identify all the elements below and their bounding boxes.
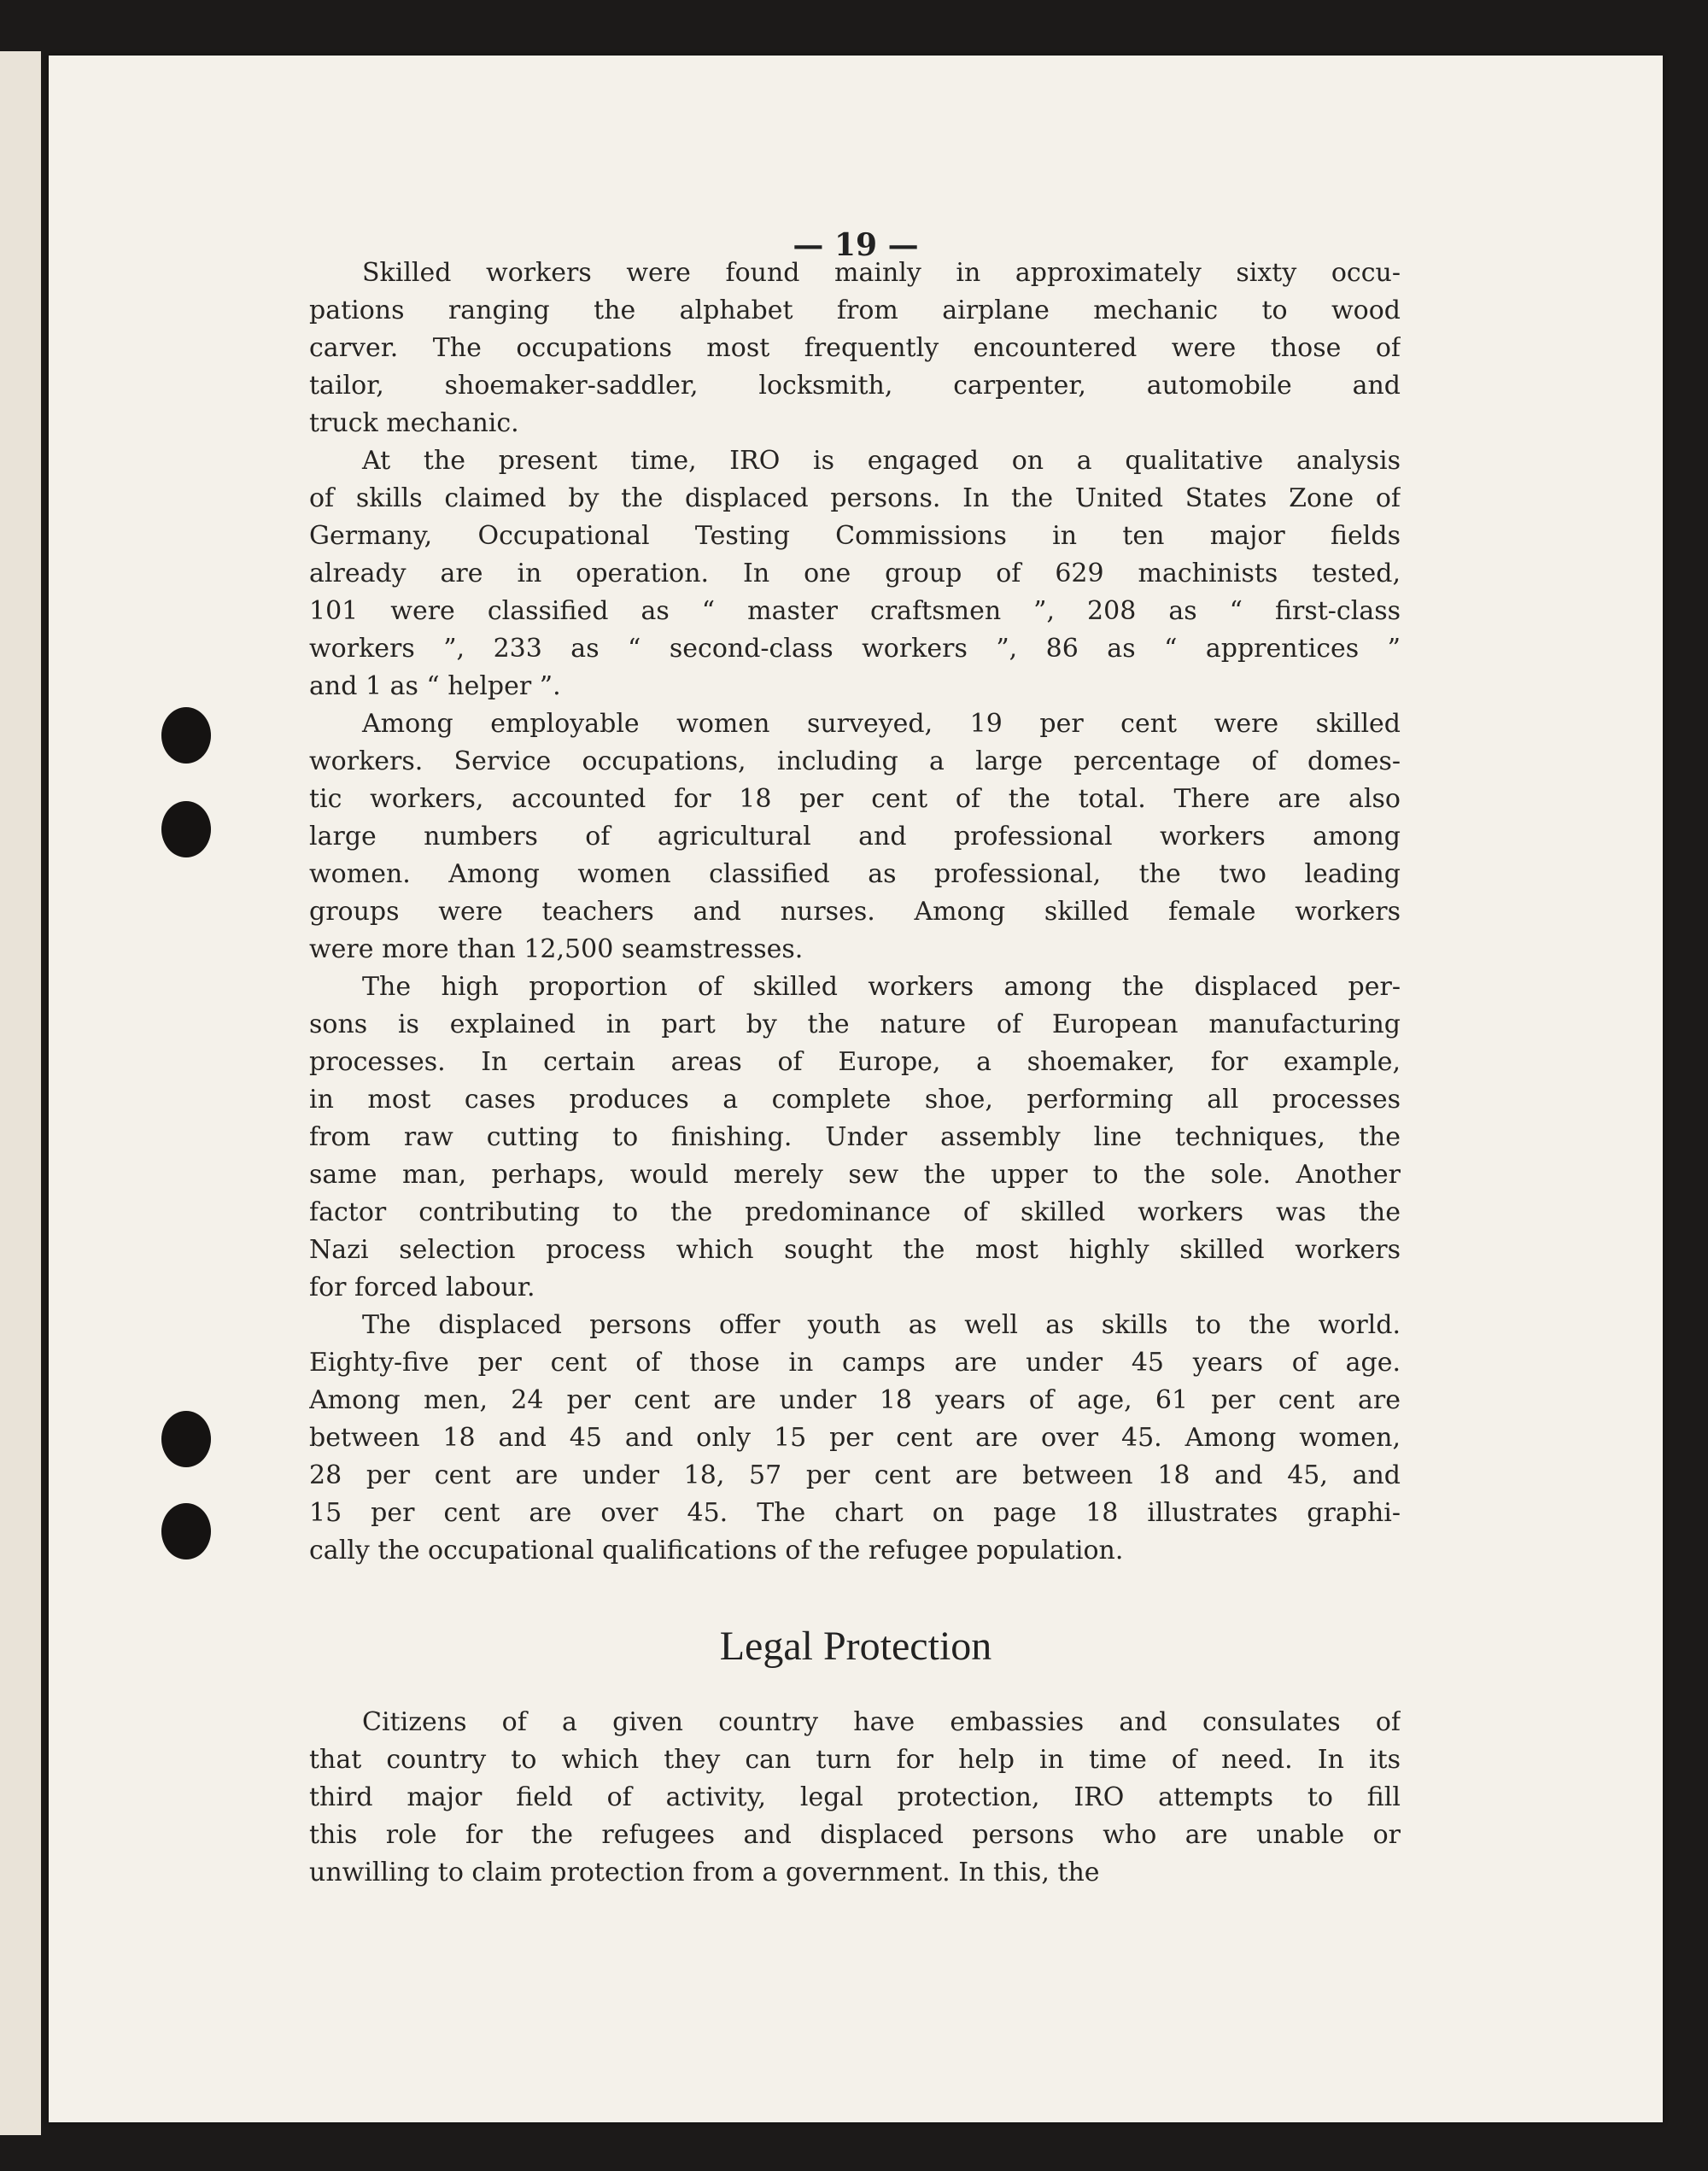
paragraph (309, 1307, 1401, 1570)
text-line: At the present time, IRO is engaged on a qualitative analysis (362, 446, 1401, 476)
text-line: 28 per cent are under 18, 57 per cent are between 18 and 45, and (309, 1460, 1401, 1490)
text-line: unwilling to claim protection from a government. In this, the (309, 1858, 1100, 1887)
text-line: pations ranging the alphabet from airplane mechanic to wood (309, 296, 1401, 325)
paragraph (309, 1704, 1401, 1892)
text-line: already are in operation. In one group of 629 machinists tested, (309, 559, 1401, 588)
page-number: — 19 — (793, 227, 919, 263)
text-line: same man, perhaps, would merely sew the upper to the sole. Another (309, 1160, 1401, 1190)
text-line: Skilled workers were found mainly in approximately sixty occu- (362, 258, 1401, 288)
text-line: tailor, shoemaker-saddler, locksmith, carpenter, automobile and (309, 371, 1401, 401)
binder-hole (161, 801, 211, 857)
section-heading: Legal Protection (719, 1624, 992, 1669)
paragraph (309, 255, 1401, 442)
paragraph (309, 705, 1401, 968)
body-text (309, 255, 1401, 1570)
text-line: in most cases produces a complete shoe, performing all processes (309, 1085, 1401, 1115)
paragraph (309, 968, 1401, 1307)
text-line: tic workers, accounted for 18 per cent of the total. There are also (309, 784, 1401, 814)
text-line: Citizens of a given country have embassies and consulates of (362, 1707, 1401, 1737)
text-line: Nazi selection process which sought the most highly skilled workers (309, 1235, 1401, 1265)
text-line: Among men, 24 per cent are under 18 years of age, 61 per cent are (309, 1385, 1401, 1415)
text-line: third major field of activity, legal protection, IRO attempts to fill (309, 1782, 1401, 1812)
text-line: carver. The occupations most frequently encountered were those of (309, 333, 1401, 363)
text-line: groups were teachers and nurses. Among skilled female workers (309, 897, 1401, 927)
text-line: workers ”, 233 as “ second-class workers ”, 86 as “ apprentices ” (309, 634, 1401, 664)
text-line: cally the occupational qualifications of the refugee population. (309, 1536, 1124, 1565)
text-line: from raw cutting to finishing. Under assembly line techniques, the (309, 1122, 1401, 1152)
document-page (49, 56, 1663, 2122)
text-line: were more than 12,500 seamstresses. (309, 934, 804, 964)
text-line: truck mechanic. (309, 408, 519, 438)
text-line: large numbers of agricultural and professional workers among (309, 822, 1401, 851)
text-line: Germany, Occupational Testing Commissions in ten major fields (309, 521, 1401, 551)
text-line: workers. Service occupations, including a large percentage of domes- (309, 746, 1401, 776)
text-line: Among employable women surveyed, 19 per cent were skilled (362, 709, 1401, 739)
text-line: Eighty-five per cent of those in camps are under 45 years of age. (309, 1348, 1401, 1378)
text-line: for forced labour. (309, 1273, 535, 1302)
text-line: 15 per cent are over 45. The chart on page 18 illustrates graphi- (309, 1498, 1401, 1528)
text-line: that country to which they can turn for help in time of need. In its (309, 1745, 1401, 1775)
binder-hole (161, 707, 211, 764)
text-line: women. Among women classified as professional, the two leading (309, 859, 1401, 889)
text-line: sons is explained in part by the nature of European manufacturing (309, 1009, 1401, 1039)
text-line: and 1 as “ helper ”. (309, 671, 561, 701)
binder-hole (161, 1503, 211, 1559)
legal-protection-text (309, 1704, 1401, 1892)
text-line: between 18 and 45 and only 15 per cent are over 45. Among women, (309, 1423, 1401, 1453)
text-line: factor contributing to the predominance of skilled workers was the (309, 1197, 1401, 1227)
text-line: The high proportion of skilled workers among the displaced per- (362, 972, 1401, 1002)
text-line: this role for the refugees and displaced persons who are unable or (309, 1820, 1401, 1850)
text-line: processes. In certain areas of Europe, a shoemaker, for example, (309, 1047, 1401, 1077)
paragraph (309, 442, 1401, 705)
text-line: The displaced persons offer youth as well as skills to the world. (362, 1310, 1401, 1340)
binder-hole (161, 1411, 211, 1467)
text-line: of skills claimed by the displaced persons. In the United States Zone of (309, 483, 1401, 513)
previous-page-edge (0, 51, 41, 2135)
text-line: 101 were classified as “ master craftsmen ”, 208 as “ first-class (309, 596, 1401, 626)
